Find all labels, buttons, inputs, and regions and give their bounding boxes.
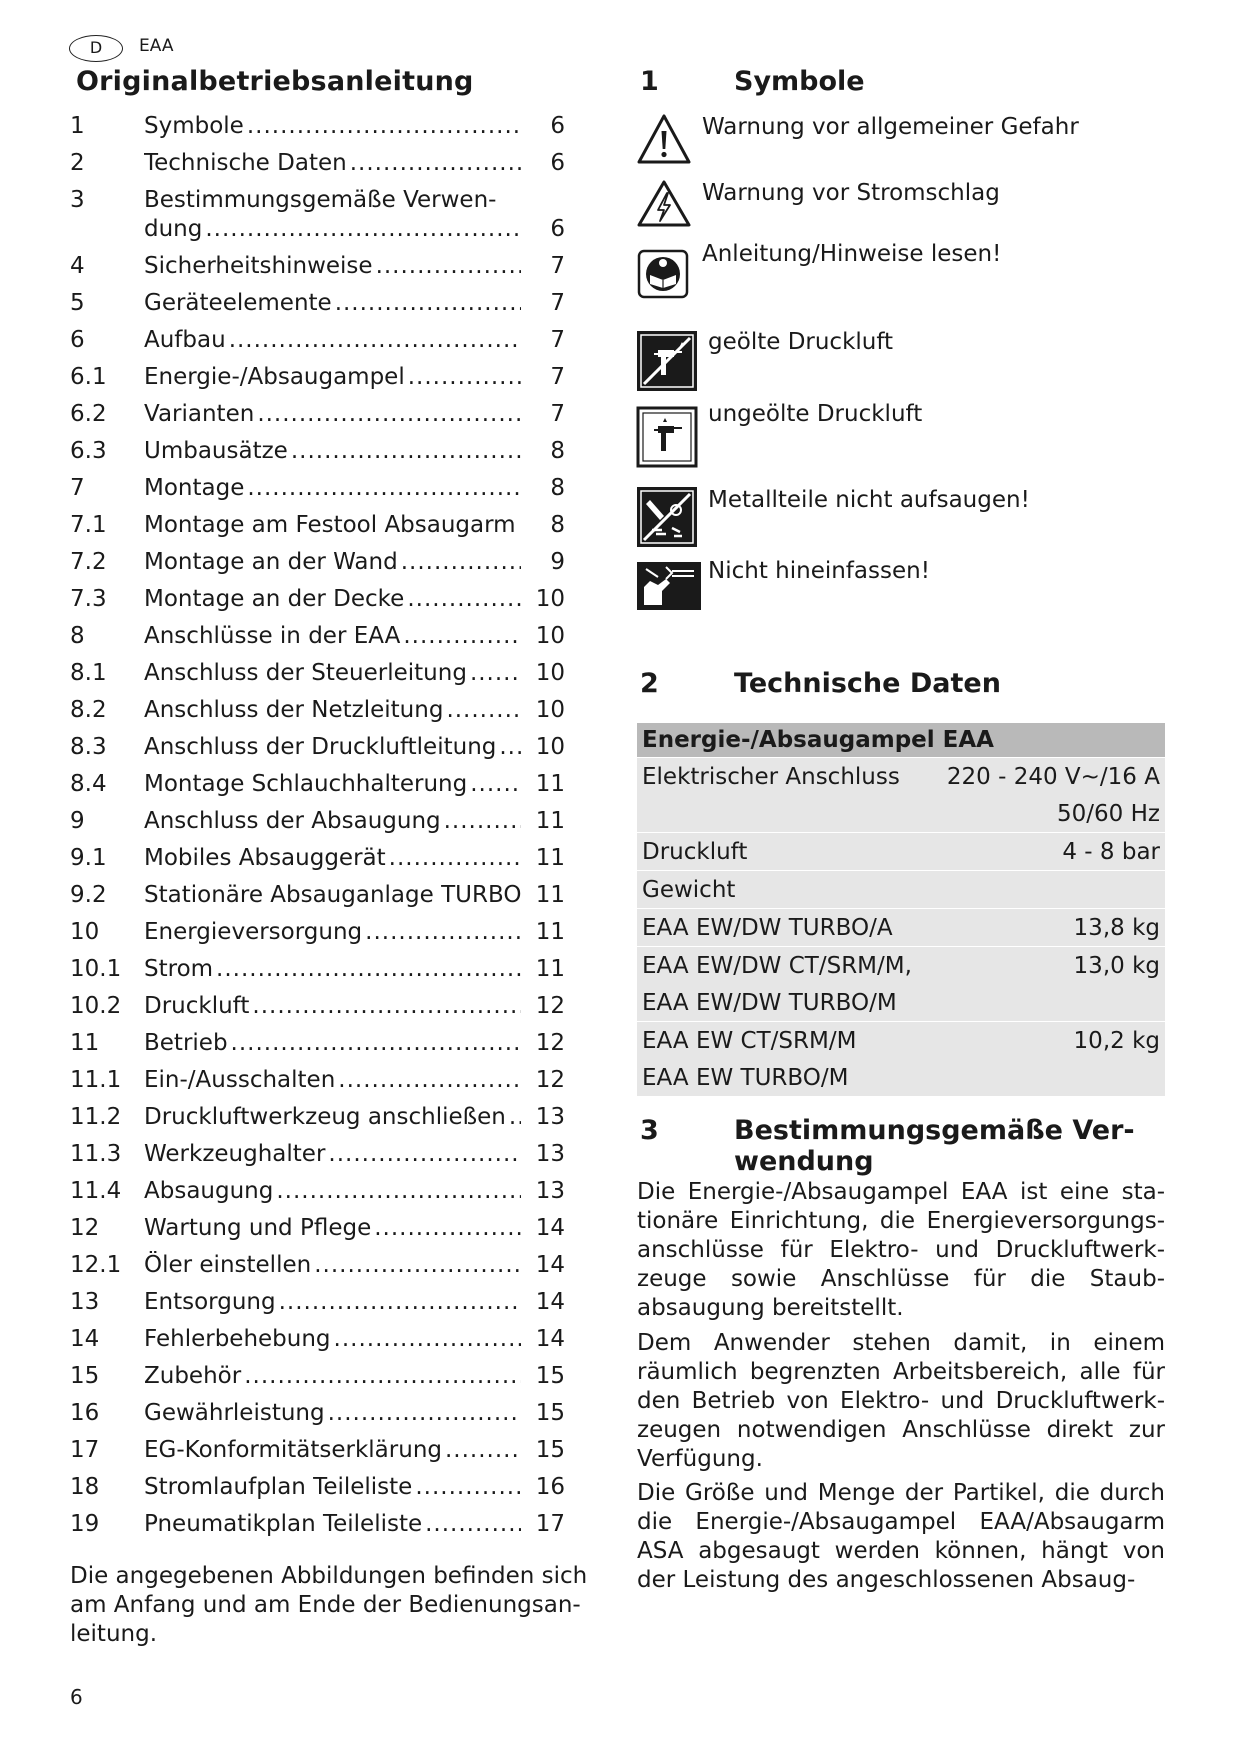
toc-label: Stationäre Absauganlage TURBO: [144, 882, 521, 908]
toc-number: 8: [70, 623, 85, 649]
toc-leader: [499, 733, 521, 762]
toc-page: 15: [535, 1437, 565, 1463]
toc-number: 11: [70, 1030, 100, 1056]
toc-number: 4: [70, 253, 85, 279]
toc-label: Montage an der Decke: [144, 586, 405, 612]
toc-page: 8: [550, 512, 565, 538]
symbol-row: [636, 330, 893, 392]
table-cell-value: 220 - 240 V~/16 A: [931, 758, 1165, 796]
table-of-contents: [70, 112, 565, 1547]
table-row: [637, 984, 1165, 1022]
table-row: [637, 833, 1165, 871]
toc-item[interactable]: [70, 437, 565, 466]
symbol-label: Warnung vor allgemeiner Gefahr: [702, 114, 1079, 140]
symbol-label: geölte Druckluft: [708, 329, 894, 355]
table-cell-label: Gewicht: [637, 871, 931, 909]
table-cell-label: EAA EW TURBO/M: [642, 1064, 849, 1091]
toc-leader: [389, 844, 521, 873]
toc-label: Stromlaufplan Teileliste: [144, 1474, 413, 1500]
symbol-row: [636, 113, 1079, 167]
toc-number: 3: [70, 187, 85, 213]
toc-label: Pneumatikplan Teileliste: [144, 1511, 423, 1537]
toc-label: Sicherheitshinweise: [144, 253, 373, 279]
toc-page: 7: [550, 364, 565, 390]
toc-page: 14: [535, 1252, 565, 1278]
toc-leader: [338, 1066, 521, 1095]
toc-page: 6: [550, 113, 565, 139]
toc-number: 2: [70, 150, 85, 176]
toc-leader: [328, 1399, 521, 1428]
toc-item[interactable]: [70, 1325, 565, 1354]
symbol-row: [636, 179, 1000, 229]
table-row: [637, 795, 1165, 833]
toc-page: 6: [550, 150, 565, 176]
table-row: [637, 947, 1165, 985]
symbol-label: Warnung vor Stromschlag: [702, 180, 1000, 206]
toc-item[interactable]: [70, 363, 565, 392]
toc-leader: [374, 1214, 521, 1243]
toc-leader: [470, 770, 521, 799]
toc-item[interactable]: [70, 696, 565, 725]
toc-number: 8.4: [70, 771, 107, 797]
toc-page: 7: [550, 290, 565, 316]
toc-page: 10: [535, 697, 565, 723]
toc-page: 8: [550, 475, 565, 501]
toc-leader: [415, 1473, 521, 1502]
toc-item[interactable]: [70, 1288, 565, 1317]
toc-leader: [350, 149, 521, 178]
table-cell-value: [931, 871, 1165, 909]
toc-item[interactable]: [70, 1066, 565, 1095]
toc-page: 10: [535, 660, 565, 686]
toc-page: 8: [550, 438, 565, 464]
table-cell-value: [931, 1059, 1165, 1096]
toc-number: 8.1: [70, 660, 107, 686]
page-title: Originalbetriebsanleitung: [76, 66, 474, 97]
symbol-row: [636, 558, 930, 611]
toc-page: 11: [535, 882, 565, 908]
toc-number: 12.1: [70, 1252, 122, 1278]
table-cell-value: 4 - 8 bar: [931, 833, 1165, 871]
toc-number: 9.2: [70, 882, 107, 908]
toc-label: Montage: [144, 475, 245, 501]
toc-leader: [446, 696, 521, 725]
toc-leader: [276, 1177, 521, 1206]
toc-number: 6.2: [70, 401, 107, 427]
toc-label: Anschluss der Netzleitung: [144, 697, 444, 723]
toc-item[interactable]: [70, 112, 565, 141]
toc-number: 10: [70, 919, 100, 945]
toc-item[interactable]: [70, 1029, 565, 1058]
toc-number: 7.3: [70, 586, 107, 612]
toc-number: 6.1: [70, 364, 107, 390]
toc-label: Ein-/Ausschalten: [144, 1067, 336, 1093]
toc-label: EG-Konformitätserklärung: [144, 1437, 442, 1463]
toc-leader: [244, 1362, 521, 1391]
toc-page: 11: [535, 956, 565, 982]
toc-item[interactable]: [70, 252, 565, 281]
toc-number: 11.2: [70, 1104, 122, 1130]
toc-label: Mobiles Absauggerät: [144, 845, 386, 871]
general-warning-icon: [636, 113, 692, 167]
toc-number: 18: [70, 1474, 100, 1500]
toc-item[interactable]: [70, 918, 565, 947]
toc-label: Strom: [144, 956, 214, 982]
toc-page: 13: [535, 1178, 565, 1204]
table-cell-value: 50/60 Hz: [1057, 800, 1160, 827]
toc-leader: [279, 1288, 521, 1317]
toc-label: Anschluss der Steuerleitung: [144, 660, 467, 686]
table-cell-label: EAA EW/DW TURBO/A: [637, 909, 931, 947]
toc-number: 5: [70, 290, 85, 316]
toc-leader: [257, 400, 521, 429]
table-cell-label: EAA EW/DW CT/SRM/M,: [637, 947, 931, 985]
body-paragraph: Dem Anwender stehen damit, in einem räumlich begrenzten Arbeitsbereich, alle für den Betrieb von Elektro- und Druckluftwerk-zeugen notwendigen Anschlüsse direkt zur Verfügung.: [637, 1330, 1165, 1472]
toc-number: 7: [70, 475, 85, 501]
toc-page: 10: [535, 586, 565, 612]
toc-number: 9: [70, 808, 85, 834]
toc-item[interactable]: [70, 1214, 565, 1243]
toc-label: Zubehör: [144, 1363, 242, 1389]
toc-label: Umbausätze: [144, 438, 288, 464]
toc-label: Anschlüsse in der EAA: [144, 623, 401, 649]
toc-number: 11.3: [70, 1141, 122, 1167]
toc-leader: [314, 1251, 521, 1280]
toc-page: 7: [550, 253, 565, 279]
body-paragraph: Die Energie-/Absaugampel EAA ist eine sta-tionäre Einrichtung, die Energieversorgungs-anschlüsse für Elektro- und Druckluftwerk-zeuge sowie Anschlüsse für die Staub-absaugung bereitstellt.: [637, 1179, 1165, 1321]
unoiled-compressed-air-icon: [636, 406, 698, 468]
toc-number: 6.3: [70, 438, 107, 464]
table-row: [637, 909, 1165, 947]
section-number: 1: [640, 66, 659, 97]
symbol-label: Metallteile nicht aufsaugen!: [708, 487, 1030, 513]
toc-page: 13: [535, 1141, 565, 1167]
toc-item[interactable]: [70, 844, 565, 873]
toc-item[interactable]: [70, 511, 565, 540]
table-cell-value: 13,0 kg: [931, 947, 1165, 985]
section-number: 3: [640, 1115, 659, 1146]
symbol-label: ungeölte Druckluft: [708, 401, 923, 427]
toc-label: Werkzeughalter: [144, 1141, 326, 1167]
toc-leader: [334, 1325, 521, 1354]
toc-item[interactable]: [70, 149, 565, 178]
toc-number: 7.2: [70, 549, 107, 575]
toc-note: Die angegebenen Abbildungen befinden sich am Anfang und am Ende der Bedienungsan-leitung.: [70, 1563, 588, 1647]
section-title: Technische Daten: [734, 668, 1001, 699]
technical-data-table: [637, 723, 1165, 1096]
symbol-label: Anleitung/Hinweise lesen!: [702, 241, 1002, 267]
toc-leader: [445, 1436, 521, 1465]
table-cell-value: 10,2 kg: [931, 1022, 1165, 1060]
read-manual-icon: [636, 248, 690, 300]
section-heading-technische-daten: [640, 668, 1001, 699]
toc-page: 10: [535, 623, 565, 649]
toc-leader: [403, 622, 521, 651]
toc-number: 7.1: [70, 512, 107, 538]
toc-number: 1: [70, 113, 85, 139]
table-cell-label: Druckluft: [637, 833, 931, 871]
toc-number: 12: [70, 1215, 100, 1241]
toc-page: 11: [535, 808, 565, 834]
toc-number: 6: [70, 327, 85, 353]
toc-label: Varianten: [144, 401, 255, 427]
toc-leader: [231, 1029, 521, 1058]
oiled-compressed-air-icon: [636, 330, 698, 392]
toc-label: Energieversorgung: [144, 919, 363, 945]
table-header: Energie-/Absaugampel EAA: [637, 723, 1165, 758]
toc-label: Aufbau: [144, 327, 226, 353]
toc-leader: [216, 955, 521, 984]
do-not-reach-in-icon: [636, 561, 702, 611]
toc-label: Montage an der Wand: [144, 549, 398, 575]
toc-leader: [408, 363, 521, 392]
table-row: [637, 758, 1165, 796]
body-paragraph: Die Größe und Menge der Partikel, die durch die Energie-/Absaugampel EAA/Absaugarm ASA abgesaugt werden können, hängt von der Leistung des angeschlossenen Absaug-: [637, 1480, 1165, 1593]
toc-label: Absaugung: [144, 1178, 274, 1204]
toc-label: Montage Schlauchhalterung: [144, 771, 468, 797]
toc-item[interactable]: [70, 1436, 565, 1465]
toc-item[interactable]: [70, 186, 565, 244]
section-number: 2: [640, 668, 659, 699]
toc-page: 17: [535, 1511, 565, 1537]
toc-item[interactable]: [70, 955, 565, 984]
toc-number: 19: [70, 1511, 100, 1537]
toc-leader: [365, 918, 521, 947]
table-header-row: [637, 723, 1165, 758]
toc-item[interactable]: [70, 548, 565, 577]
symbol-row: [636, 486, 1030, 548]
toc-page: 11: [535, 771, 565, 797]
table-cell-label: EAA EW/DW TURBO/M: [642, 989, 897, 1016]
table-cell-value: 13,8 kg: [931, 909, 1165, 947]
toc-page: 7: [550, 327, 565, 353]
toc-item[interactable]: [70, 289, 565, 318]
toc-item[interactable]: [70, 807, 565, 836]
toc-leader: [328, 1140, 521, 1169]
toc-item[interactable]: [70, 474, 565, 503]
table-cell-value: [931, 984, 1165, 1022]
toc-item[interactable]: [70, 1510, 565, 1539]
section-heading-symbole: [640, 66, 865, 97]
toc-label: Druckluft: [144, 993, 250, 1019]
toc-number: 13: [70, 1289, 100, 1315]
toc-page: 12: [535, 993, 565, 1019]
section-title: Symbole: [734, 66, 865, 97]
toc-label: Bestimmungsgemäße Verwen-: [144, 187, 497, 213]
toc-page: 10: [535, 734, 565, 760]
toc-page: 16: [535, 1474, 565, 1500]
model-code: EAA: [139, 36, 174, 56]
table-row: [637, 1059, 1165, 1096]
toc-label: Anschluss der Druckluftleitung: [144, 734, 497, 760]
toc-item[interactable]: [70, 585, 565, 614]
toc-label: Gewährleistung: [144, 1400, 325, 1426]
toc-label: Symbole: [144, 113, 244, 139]
toc-page: 15: [535, 1400, 565, 1426]
toc-item[interactable]: [70, 659, 565, 688]
toc-leader: [509, 1103, 521, 1132]
toc-item[interactable]: [70, 1251, 565, 1280]
toc-leader: [401, 548, 521, 577]
toc-page: 9: [550, 549, 565, 575]
section-title-line1: Bestimmungsgemäße Ver-: [734, 1115, 1135, 1146]
toc-item[interactable]: [70, 1362, 565, 1391]
toc-item[interactable]: [70, 1473, 565, 1502]
toc-leader: [247, 474, 521, 503]
toc-item[interactable]: [70, 992, 565, 1021]
toc-page: 15: [535, 1363, 565, 1389]
toc-item[interactable]: [70, 326, 565, 355]
toc-page: 11: [535, 845, 565, 871]
table-row: [637, 1022, 1165, 1060]
toc-label: Geräteelemente: [144, 290, 332, 316]
symbol-row: [636, 401, 923, 468]
toc-number: 8.3: [70, 734, 107, 760]
toc-item[interactable]: [70, 881, 565, 910]
toc-item[interactable]: [70, 622, 565, 651]
toc-number: 16: [70, 1400, 100, 1426]
toc-label: Montage am Festool Absaugarm: [144, 512, 516, 538]
table-cell-label: Elektrischer Anschluss: [637, 758, 931, 796]
toc-page: 12: [535, 1030, 565, 1056]
toc-item[interactable]: [70, 400, 565, 429]
toc-number: 11.4: [70, 1178, 122, 1204]
toc-page: 14: [535, 1289, 565, 1315]
toc-leader: [291, 437, 521, 466]
toc-label: Druckluftwerkzeug anschließen: [144, 1104, 506, 1130]
toc-page: 11: [535, 919, 565, 945]
toc-page: 13: [535, 1104, 565, 1130]
toc-item[interactable]: [70, 1140, 565, 1169]
toc-number: 15: [70, 1363, 100, 1389]
toc-leader: [470, 659, 521, 688]
toc-item[interactable]: [70, 770, 565, 799]
table-row: [637, 871, 1165, 909]
toc-leader: [252, 992, 521, 1021]
toc-label: Entsorgung: [144, 1289, 276, 1315]
toc-number: 9.1: [70, 845, 107, 871]
toc-number: 14: [70, 1326, 100, 1352]
electric-shock-warning-icon: [636, 179, 692, 229]
toc-item[interactable]: [70, 1399, 565, 1428]
toc-leader: [444, 807, 521, 836]
toc-item[interactable]: [70, 1177, 565, 1206]
toc-number: 10.1: [70, 956, 122, 982]
toc-number: 17: [70, 1437, 100, 1463]
toc-leader: [335, 289, 521, 318]
symbol-label: Nicht hineinfassen!: [708, 558, 930, 584]
page-number: 6: [70, 1685, 83, 1709]
toc-label: Fehlerbehebung: [144, 1326, 331, 1352]
no-metal-parts-icon: [636, 486, 698, 548]
section-heading-bestimmungsgemaesse-verwendung: [640, 1115, 1160, 1177]
toc-leader: [376, 252, 521, 281]
table-cell-label: [637, 795, 931, 833]
toc-page: 14: [535, 1215, 565, 1241]
section-title: [734, 1115, 1160, 1177]
toc-leader: [247, 112, 521, 141]
toc-label-continued: dung: [144, 216, 203, 242]
toc-item[interactable]: [70, 1103, 565, 1132]
toc-item[interactable]: [70, 733, 565, 762]
toc-leader: [425, 1510, 521, 1539]
toc-leader: [229, 326, 521, 355]
toc-page: 14: [535, 1326, 565, 1352]
toc-page: 12: [535, 1067, 565, 1093]
toc-number: 8.2: [70, 697, 107, 723]
toc-label: Energie-/Absaugampel: [144, 364, 405, 390]
language-badge: D: [69, 35, 123, 62]
toc-label: Anschluss der Absaugung: [144, 808, 441, 834]
table-cell-label: EAA EW CT/SRM/M: [637, 1022, 931, 1060]
toc-leader: [205, 215, 521, 244]
toc-page: 6: [550, 216, 565, 242]
toc-label: Wartung und Pflege: [144, 1215, 372, 1241]
toc-label: Öler einstellen: [144, 1252, 312, 1278]
section-title-line2: wendung: [734, 1146, 874, 1177]
toc-leader: [407, 585, 521, 614]
toc-label: Betrieb: [144, 1030, 228, 1056]
symbol-row: [636, 241, 1002, 300]
toc-number: 10.2: [70, 993, 122, 1019]
toc-number: 11.1: [70, 1067, 122, 1093]
toc-label: Technische Daten: [144, 150, 347, 176]
toc-page: 7: [550, 401, 565, 427]
